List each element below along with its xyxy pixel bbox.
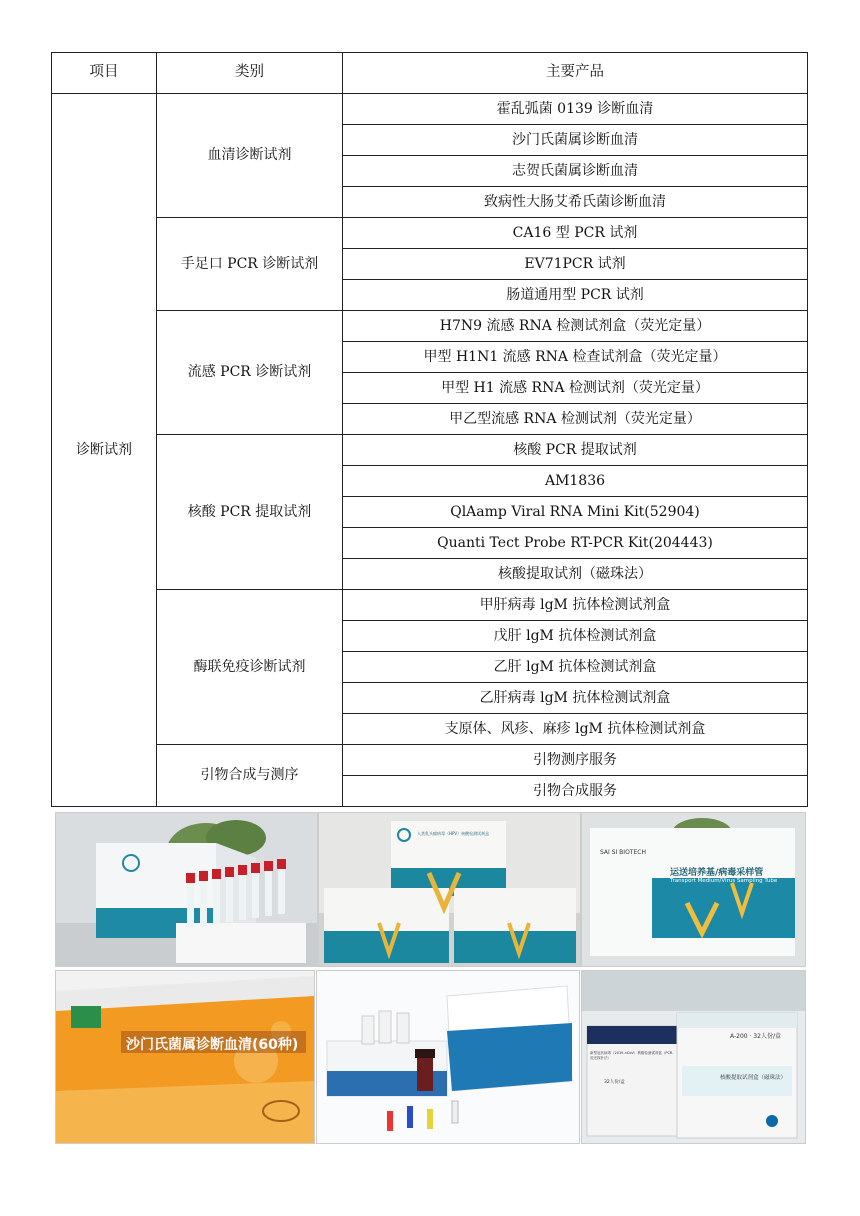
product-cell: 肠道通用型 PCR 试剂 [343, 280, 808, 311]
product-cell: 霍乱弧菌 0139 诊断血清 [343, 94, 808, 125]
product-cell: H7N9 流感 RNA 检测试剂盒（荧光定量） [343, 311, 808, 342]
product-cell: 甲型 H1 流感 RNA 检测试剂（荧光定量） [343, 373, 808, 404]
product-cell: 甲型 H1N1 流感 RNA 检查试剂盒（荧光定量） [343, 342, 808, 373]
photo-reagent-kit-vials [316, 970, 580, 1144]
table-header-row [52, 53, 808, 94]
product-cell: 戊肝 lgM 抗体检测试剂盒 [343, 621, 808, 652]
product-cell: 引物合成服务 [343, 776, 808, 807]
product-cell: AM1836 [343, 466, 808, 497]
category-cell: 引物合成与测序 [157, 745, 343, 807]
photo-sampling-kit-box [55, 812, 318, 967]
product-cell: 沙门氏菌属诊断血清 [343, 125, 808, 156]
product-table [51, 52, 808, 807]
photo-transport-medium-box [581, 812, 806, 967]
photo-hpv-kit-boxes [318, 812, 581, 967]
photo-transport-title: 运送培养基/病毒采样管 [670, 868, 764, 878]
photo-extraction-kit-label: 核酸提取试剂盒（磁珠法） [720, 1075, 787, 1081]
product-cell: 致病性大肠艾希氏菌诊断血清 [343, 187, 808, 218]
product-cell: EV71PCR 试剂 [343, 249, 808, 280]
photo-covid-kit-label: 新型冠状病毒（2019-nCoV）核酸检测试剂盒（PCR-荧光探针法） [590, 1051, 674, 1060]
table-row [52, 745, 808, 776]
product-cell: 乙肝 lgM 抗体检测试剂盒 [343, 652, 808, 683]
photo-salmonella-serum-box [55, 970, 315, 1144]
photo-kit-spec-a200: A-200 · 32人份/盒 [730, 1033, 781, 1040]
product-cell: 引物测序服务 [343, 745, 808, 776]
product-cell: 核酸提取试剂（磁珠法） [343, 559, 808, 590]
product-cell: 核酸 PCR 提取试剂 [343, 435, 808, 466]
product-cell: QlAamp Viral RNA Mini Kit(52904) [343, 497, 808, 528]
product-cell: 志贺氏菌属诊断血清 [343, 156, 808, 187]
table-row [52, 94, 808, 125]
product-cell: 甲肝病毒 lgM 抗体检测试剂盒 [343, 590, 808, 621]
product-cell: 甲乙型流感 RNA 检测试剂（荧光定量） [343, 404, 808, 435]
photo-covid-kit-qty: 32人份/盒 [604, 1080, 625, 1085]
product-cell: 乙肝病毒 lgM 抗体检测试剂盒 [343, 683, 808, 714]
photo-hpv-kit-label: 人类乳头瘤病毒（HPV）核酸检测试剂盒 [417, 831, 490, 836]
category-cell: 酶联免疫诊断试剂 [157, 590, 343, 745]
photo-transport-subtitle: Transport Medium/Virus Sampling Tube [670, 878, 778, 884]
item-cell: 诊断试剂 [52, 94, 157, 807]
table-row [52, 311, 808, 342]
header-products: 主要产品 [343, 53, 808, 94]
table-row [52, 435, 808, 466]
category-cell: 核酸 PCR 提取试剂 [157, 435, 343, 590]
header-category: 类别 [157, 53, 343, 94]
photo-transport-brand: SAI SI BIOTECH [600, 849, 646, 856]
table-row [52, 590, 808, 621]
header-item: 项目 [52, 53, 157, 94]
category-cell: 血清诊断试剂 [157, 94, 343, 218]
photo-covid-extraction-kits [581, 970, 806, 1144]
table-row [52, 218, 808, 249]
product-cell: CA16 型 PCR 试剂 [343, 218, 808, 249]
category-cell: 流感 PCR 诊断试剂 [157, 311, 343, 435]
product-cell: 支原体、风疹、麻疹 lgM 抗体检测试剂盒 [343, 714, 808, 745]
photo-salmonella-title: 沙门氏菌属诊断血清(60种) [126, 1037, 299, 1053]
product-cell: Quanti Tect Probe RT-PCR Kit(204443) [343, 528, 808, 559]
category-cell: 手足口 PCR 诊断试剂 [157, 218, 343, 311]
